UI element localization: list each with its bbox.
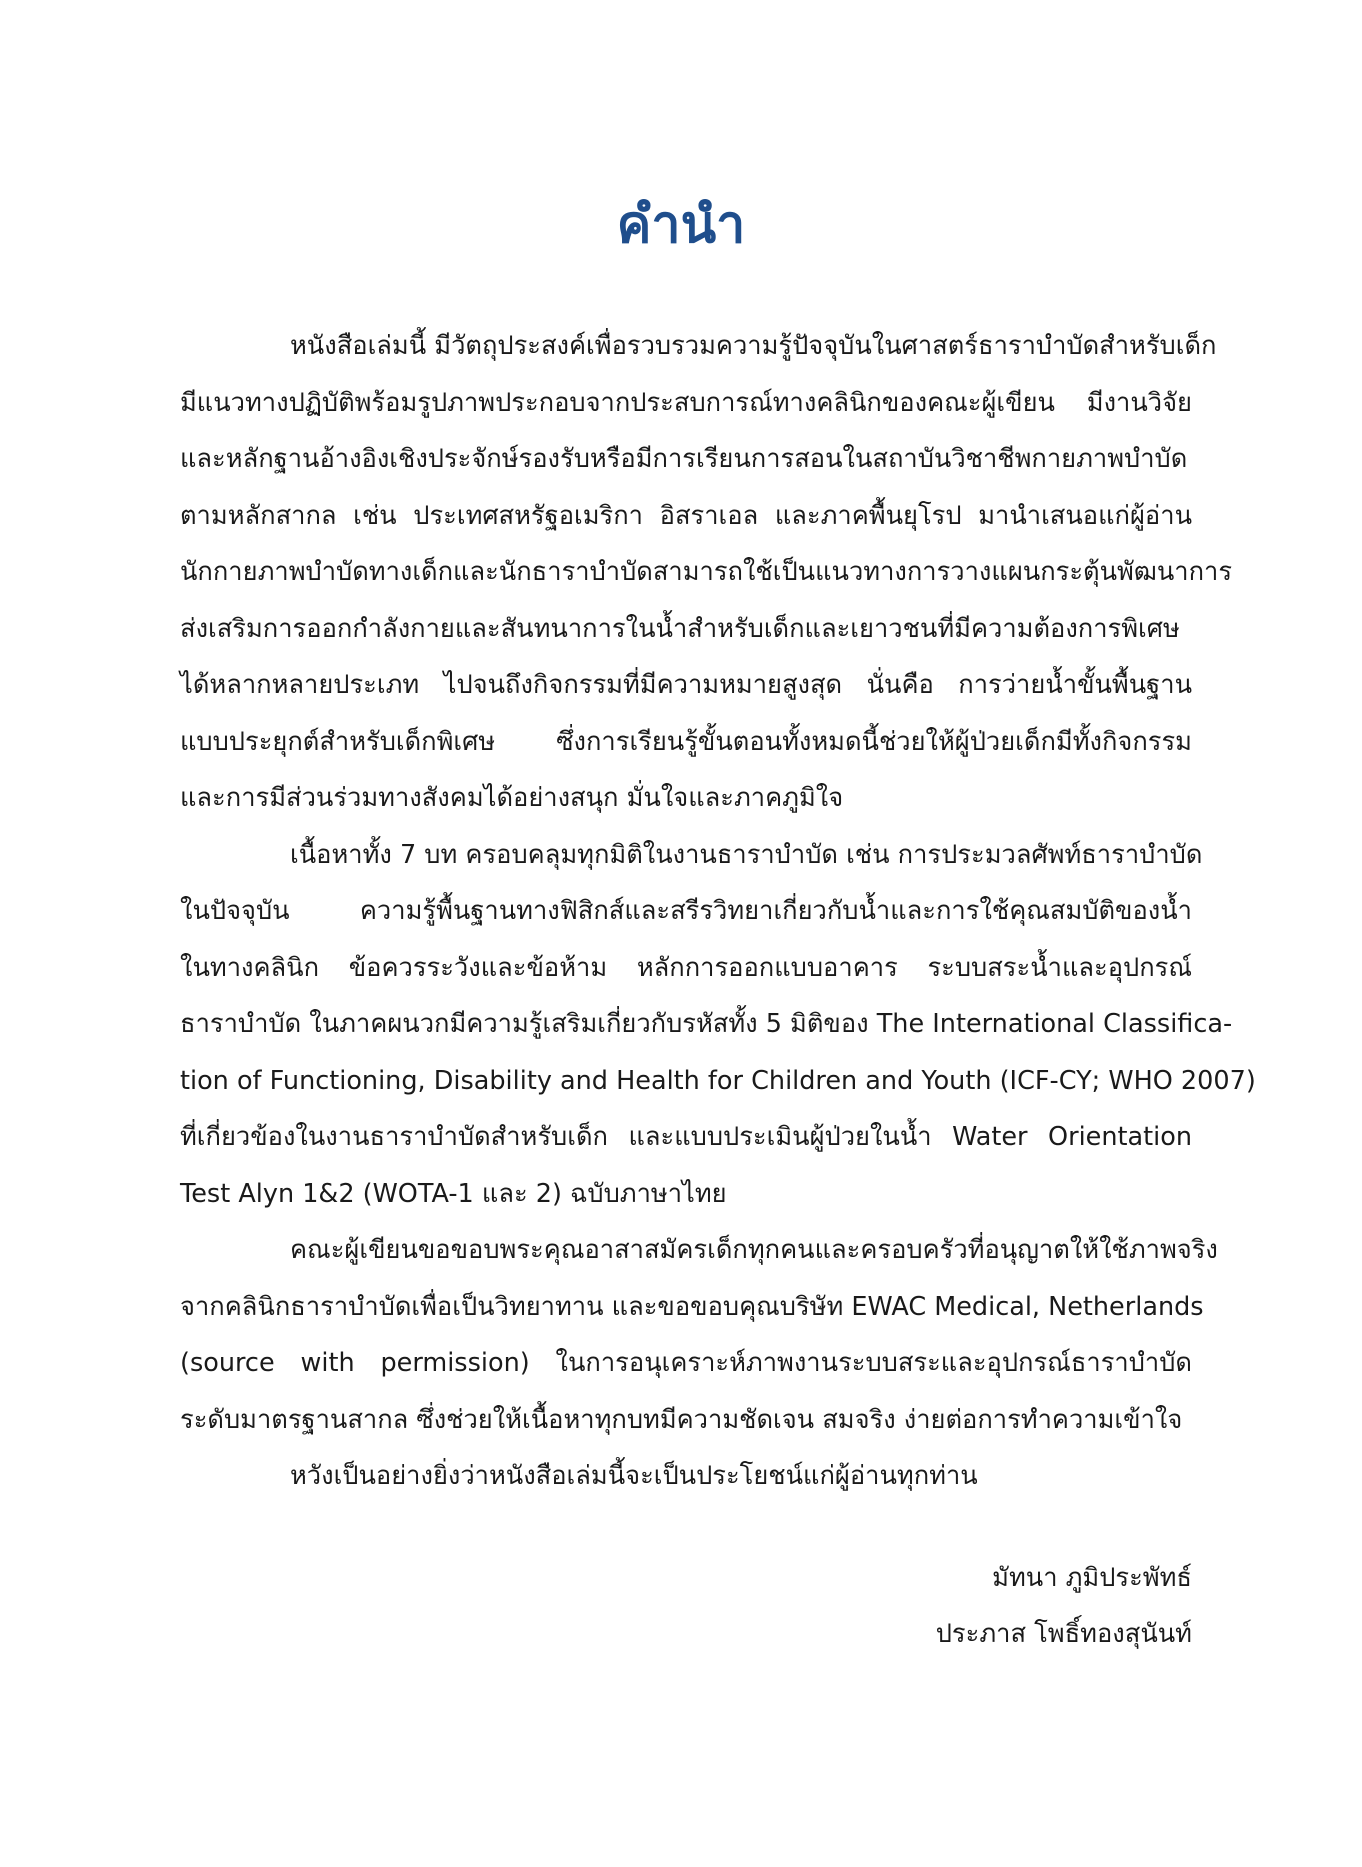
paragraph-2-line: Test Alyn 1&2 (WOTA-1 และ 2) ฉบับภาษาไทย <box>180 1178 727 1209</box>
paragraph-1-line: หนังสือเล่มนี้ มีวัตถุประสงค์เพื่อรวบรวมความรู้ปัจจุบันในศาสตร์ธาราบำบัดสำหรับเด็ก <box>290 331 1217 361</box>
paragraph-3-line: คณะผู้เขียนขอขอบพระคุณอาสาสมัครเด็กทุกคนและครอบครัวที่อนุญาตให้ใช้ภาพจริง <box>290 1235 1218 1265</box>
paragraph-1-line: และหลักฐานอ้างอิงเชิงประจักษ์รองรับหรือมีการเรียนการสอนในสถาบันวิชาชีพกายภาพบำบัด <box>180 444 1188 474</box>
paragraph-3-line: จากคลินิกธาราบำบัดเพื่อเป็นวิทยาทาน และขอขอบคุณบริษัท EWAC Medical, Netherlands <box>180 1291 1204 1322</box>
paragraph-2-line: ธาราบำบัด ในภาคผนวกมีความรู้เสริมเกี่ยวกับรหัสทั้ง 5 มิติของ The International Classifica- <box>180 1009 1233 1039</box>
paragraph-1-line: แบบประยุกต์สำหรับเด็กพิเศษ ซึ่งการเรียนรู้ขั้นตอนทั้งหมดนี้ช่วยให้ผู้ป่วยเด็กมีทั้งกิจกรรม <box>180 726 1192 757</box>
paragraph-3-line: ระดับมาตรฐานสากล ซึ่งช่วยให้เนื้อหาทุกบทมีความชัดเจน สมจริง ง่ายต่อการทำความเข้าใจ <box>180 1404 1183 1435</box>
author-signature <box>936 1550 1192 1662</box>
author-name: มัทนา ภูมิประพัทธ์ <box>992 1563 1192 1593</box>
paragraph-1-line: ได้หลากหลายประเภท ไปจนถึงกิจกรรมที่มีความหมายสูงสุด นั่นคือ การว่ายน้ำขั้นพื้นฐาน <box>180 670 1192 700</box>
paragraph-4-line: หวังเป็นอย่างยิ่งว่าหนังสือเล่มนี้จะเป็นประโยชน์แก่ผู้อ่านทุกท่าน <box>290 1461 978 1491</box>
paragraph-1-line: มีแนวทางปฏิบัติพร้อมรูปภาพประกอบจากประสบการณ์ทางคลินิกของคณะผู้เขียน มีงานวิจัย <box>180 387 1192 418</box>
paragraph-1-line: และการมีส่วนร่วมทางสังคมได้อย่างสนุก มั่นใจและภาคภูมิใจ <box>180 783 844 813</box>
paragraph-1-line: ส่งเสริมการออกกำลังกายและสันทนาการในน้ำสำหรับเด็กและเยาวชนที่มีความต้องการพิเศษ <box>180 613 1180 644</box>
paragraph-1-line: ตามหลักสากล เช่น ประเทศสหรัฐอเมริกา อิสราเอล และภาคพื้นยุโรป มานำเสนอแก่ผู้อ่าน <box>180 500 1192 531</box>
paragraph-1-line: นักกายภาพบำบัดทางเด็กและนักธาราบำบัดสามารถใช้เป็นแนวทางการวางแผนกระตุ้นพัฒนาการ <box>180 557 1233 587</box>
paragraph-2-line: ในปัจจุบัน ความรู้พื้นฐานทางฟิสิกส์และสรีรวิทยาเกี่ยวกับน้ำและการใช้คุณสมบัติของน้ำ <box>180 896 1192 926</box>
page-title: คำนำ <box>616 195 746 255</box>
paragraph-3-line: (source with permission) ในการอนุเคราะห์ภาพงานระบบสระและอุปกรณ์ธาราบำบัด <box>180 1348 1192 1378</box>
paragraph-2-line: ในทางคลินิก ข้อควรระวังและข้อห้าม หลักการออกแบบอาคาร ระบบสระน้ำและอุปกรณ์ <box>180 952 1192 983</box>
paragraph-2-line: เนื้อหาทั้ง 7 บท ครอบคลุมทุกมิติในงานธาราบำบัด เช่น การประมวลศัพท์ธาราบำบัด <box>290 839 1203 870</box>
preface-body <box>180 318 1256 1505</box>
author-name: ประภาส โพธิ์ทองสุนันท์ <box>935 1619 1192 1649</box>
paragraph-2-line: ที่เกี่ยวข้องในงานธาราบำบัดสำหรับเด็ก และแบบประเมินผู้ป่วยในน้ำ Water Orientation <box>180 1122 1192 1152</box>
paragraph-2-line: tion of Functioning, Disability and Health for Children and Youth (ICF-CY; WHO 2007) <box>180 1065 1256 1096</box>
